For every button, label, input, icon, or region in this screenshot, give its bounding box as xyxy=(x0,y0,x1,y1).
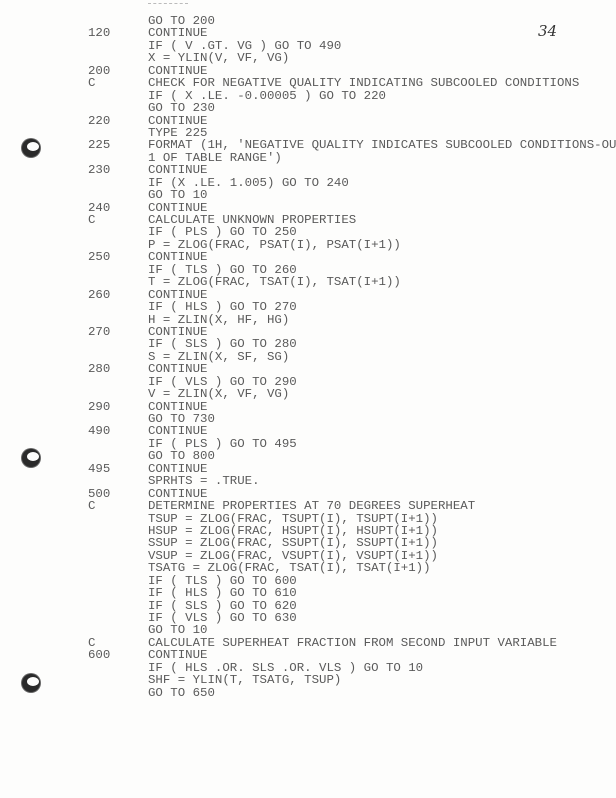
statement-label: 240 xyxy=(88,200,111,215)
statement-code: CONTINUE xyxy=(148,163,208,178)
punch-hole-icon xyxy=(22,449,40,467)
statement-code: IF ( V .GT. VG ) GO TO 490 xyxy=(148,38,342,53)
statement-code: GO TO 10 xyxy=(148,188,208,203)
statement-label: 225 xyxy=(88,138,111,153)
statement-code: CONTINUE xyxy=(148,200,208,215)
statement-code: GO TO 800 xyxy=(148,449,215,464)
statement-code: HSUP = ZLOG(FRAC, HSUPT(I), HSUPT(I+1)) xyxy=(148,523,438,538)
statement-code: VSUP = ZLOG(FRAC, VSUPT(I), VSUPT(I+1)) xyxy=(148,548,438,563)
punch-hole-icon xyxy=(22,674,40,692)
statement-label: 495 xyxy=(88,461,111,476)
statement-code: CONTINUE xyxy=(148,486,208,501)
statement-label: 230 xyxy=(88,163,111,178)
statement-code: CONTINUE xyxy=(148,63,208,78)
statement-label: 270 xyxy=(88,324,111,339)
statement-code: TYPE 225 xyxy=(148,125,208,140)
statement-label: 500 xyxy=(88,486,111,501)
statement-code: IF ( SLS ) GO TO 620 xyxy=(148,598,297,613)
statement-code: IF ( HLS ) GO TO 270 xyxy=(148,300,297,315)
statement-code: CONTINUE xyxy=(148,113,208,128)
statement-code: FORMAT (1H, 'NEGATIVE QUALITY INDICATES SUBCOOLED CONDITIONS-OU xyxy=(148,138,616,153)
statement-code: P = ZLOG(FRAC, PSAT(I), PSAT(I+1)) xyxy=(148,237,401,252)
statement-code: CONTINUE xyxy=(148,362,208,377)
statement-code: CONTINUE xyxy=(148,424,208,439)
statement-code: X = YLIN(V, VF, VG) xyxy=(148,51,290,66)
statement-label: 280 xyxy=(88,362,111,377)
statement-code: IF ( VLS ) GO TO 290 xyxy=(148,374,297,389)
statement-code: IF (X .LE. 1.005) GO TO 240 xyxy=(148,175,349,190)
statement-label: C xyxy=(88,499,96,514)
statement-label: 290 xyxy=(88,399,111,414)
statement-code: CONTINUE xyxy=(148,324,208,339)
statement-code: S = ZLIN(X, SF, SG) xyxy=(148,349,290,364)
statement-code: IF ( TLS ) GO TO 600 xyxy=(148,573,297,588)
statement-code: TSATG = ZLOG(FRAC, TSAT(I), TSAT(I+1)) xyxy=(148,561,431,576)
statement-code: CONTINUE xyxy=(148,399,208,414)
statement-label: C xyxy=(88,213,96,227)
statement-code: CHECK FOR NEGATIVE QUALITY INDICATING SUBCOOLED CONDITIONS xyxy=(148,76,580,91)
statement-label: 250 xyxy=(88,250,111,265)
punch-hole-icon xyxy=(22,139,40,157)
statement-label: C xyxy=(88,635,96,650)
statement-code: GO TO 650 xyxy=(148,685,215,700)
statement-code: CALCULATE SUPERHEAT FRACTION FROM SECOND INPUT VARIABLE xyxy=(148,635,557,650)
statement-code: DETERMINE PROPERTIES AT 70 DEGREES SUPERHEAT xyxy=(148,499,476,514)
statement-code: 1 OF TABLE RANGE') xyxy=(148,150,282,165)
statement-label: 490 xyxy=(88,424,111,439)
statement-code: SSUP = ZLOG(FRAC, SSUPT(I), SSUPT(I+1)) xyxy=(148,536,438,551)
statement-code: GO TO 10 xyxy=(148,623,208,638)
statement-label: 260 xyxy=(88,287,111,302)
scan-mark xyxy=(148,3,188,6)
statement-code: GO TO 200 xyxy=(148,14,215,28)
statement-label: 220 xyxy=(88,113,111,128)
page-number: 34 xyxy=(538,22,558,40)
statement-code: SPRHTS = .TRUE. xyxy=(148,474,260,489)
statement-label: 200 xyxy=(88,63,111,78)
statement-code: IF ( HLS ) GO TO 610 xyxy=(148,586,297,601)
statement-code: TSUP = ZLOG(FRAC, TSUPT(I), TSUPT(I+1)) xyxy=(148,511,438,526)
statement-code: H = ZLIN(X, HF, HG) xyxy=(148,312,290,327)
statement-code: T = ZLOG(FRAC, TSAT(I), TSAT(I+1)) xyxy=(148,275,401,290)
statement-label: C xyxy=(88,76,96,91)
statement-code: CONTINUE xyxy=(148,461,208,476)
statement-code: CONTINUE xyxy=(148,287,208,302)
statement-code: GO TO 730 xyxy=(148,412,215,426)
statement-code: IF ( HLS .OR. SLS .OR. VLS ) GO TO 10 xyxy=(148,660,424,675)
statement-code: CONTINUE xyxy=(148,250,208,265)
statement-label: 600 xyxy=(88,648,111,663)
statement-code: GO TO 230 xyxy=(148,101,215,116)
statement-code: IF ( PLS ) GO TO 495 xyxy=(148,436,297,451)
statement-label: 120 xyxy=(88,26,111,41)
statement-code: IF ( SLS ) GO TO 280 xyxy=(148,337,297,352)
statement-code: IF ( PLS ) GO TO 250 xyxy=(148,225,297,240)
statement-code: CALCULATE UNKNOWN PROPERTIES xyxy=(148,213,357,227)
statement-code: CONTINUE xyxy=(148,648,208,663)
statement-code: IF ( VLS ) GO TO 630 xyxy=(148,611,297,625)
statement-code: CONTINUE xyxy=(148,26,208,41)
statement-code: V = ZLIN(X, VF, VG) xyxy=(148,387,290,402)
statement-code: SHF = YLIN(T, TSATG, TSUP) xyxy=(148,673,342,688)
statement-code: IF ( X .LE. -0.00005 ) GO TO 220 xyxy=(148,88,386,103)
statement-code: IF ( TLS ) GO TO 260 xyxy=(148,262,297,277)
